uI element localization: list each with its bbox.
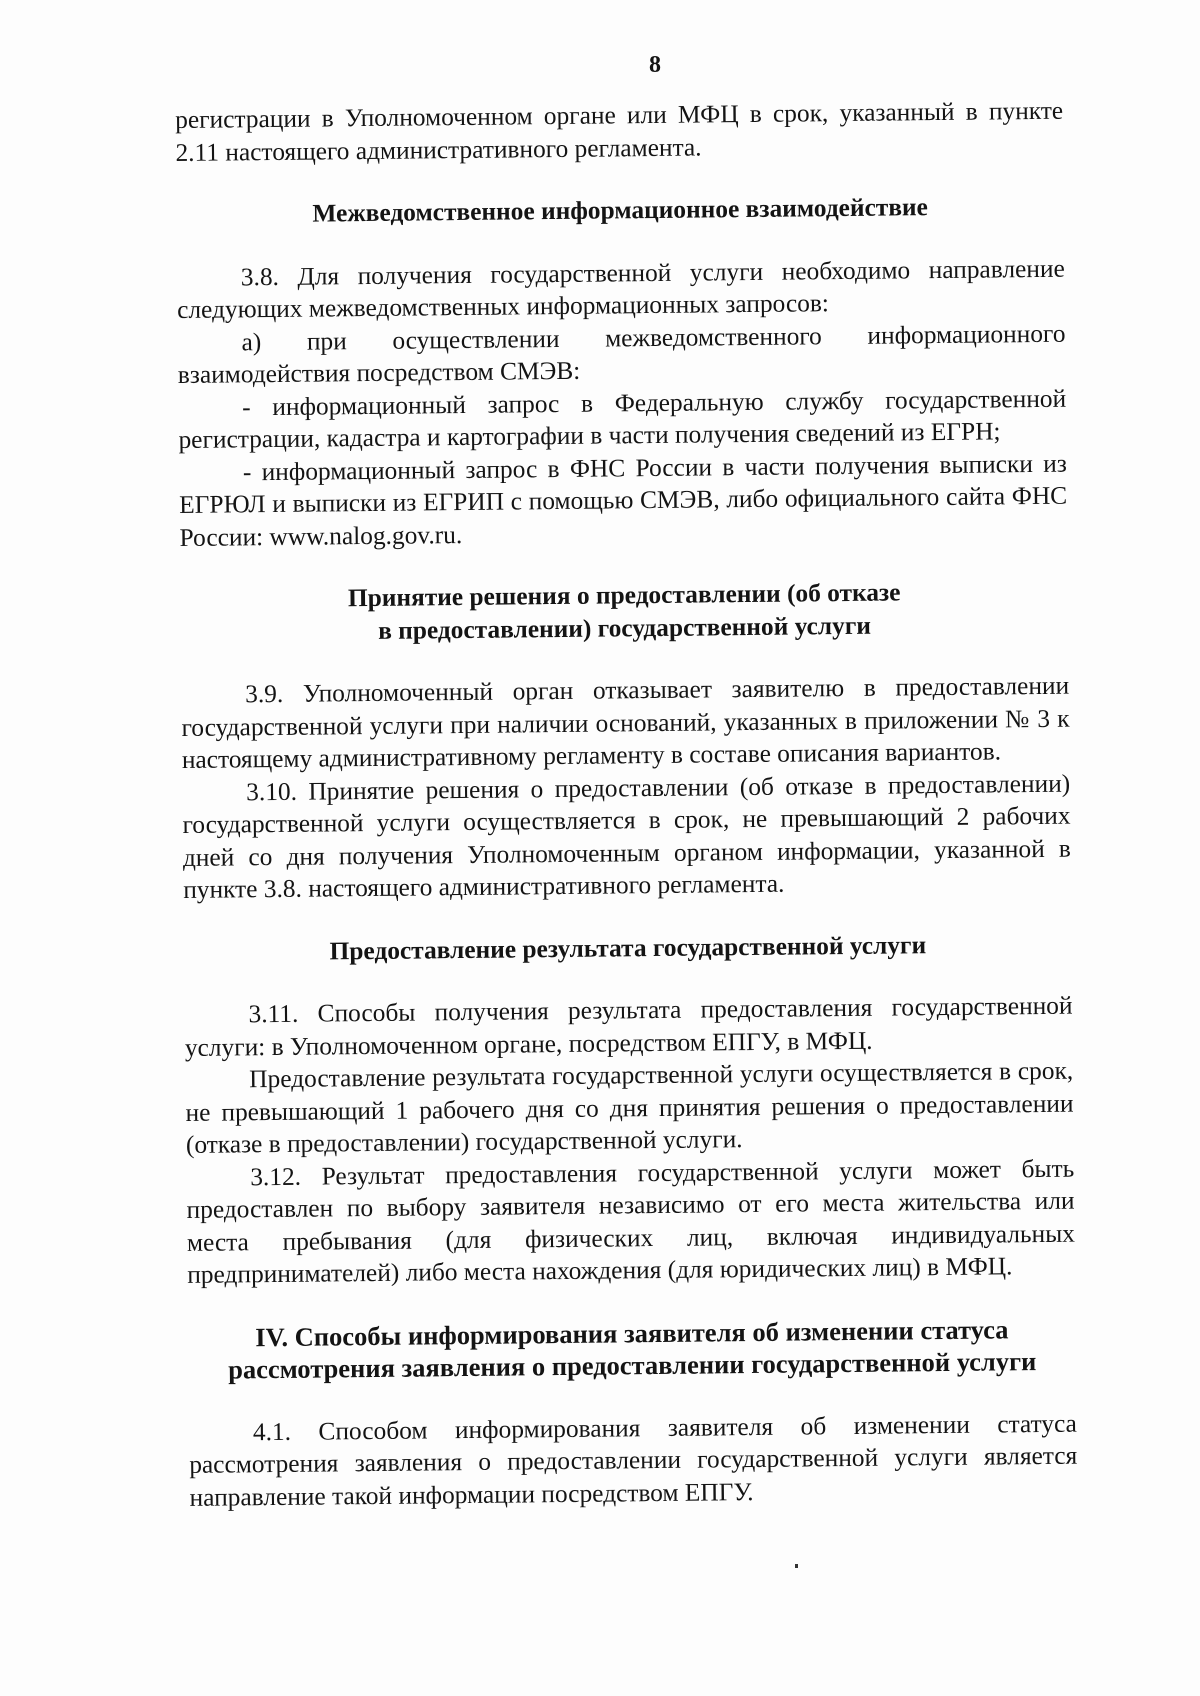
paragraph-3-8-fns: - информационный запрос в ФНС России в части получения выписки из ЕГРЮЛ и выписки из ЕГРИП с помощью СМЭВ, либо официального сайта ФНС России: www.nalog.gov.ru. xyxy=(179,449,1068,552)
paragraph-3-12: 3.12. Результат предоставления государственной услуги может быть предоставлен по выбору заявителя независимо от его места жительства или места пребывания (для физических лиц, включая индивидуальных предпринимателей) либо места нахождения (для юридических лиц) в МФЦ. xyxy=(186,1154,1076,1289)
document-body xyxy=(175,95,1078,1514)
paragraph-3-9: 3.9. Уполномоченный орган отказывает заявителю в предоставлении государственной услуги при наличии оснований, указанных в приложении № 3 к настоящему административному регламенту в составе описания вариантов. xyxy=(181,671,1070,774)
paragraph-3-8-rosreestr: - информационный запрос в Федеральную службу государственной регистрации, кадастра и картографии в части получения сведений из ЕГРН; xyxy=(178,384,1067,454)
paragraph-3-11-term: Предоставление результата государственной услуги осуществляется в срок, не превышающий 1 рабочего дня со дня принятия решения о предоставлении (отказе в предоставлении) государственной услуги. xyxy=(185,1056,1074,1159)
paragraph-3-10: 3.10. Принятие решения о предоставлении (об отказе в предоставлении) государственной услуги осуществляется в срок, не превышающий 2 рабочих дней со дня получения Уполномоченным органом информации, указанной в пункте 3.8. настоящего административного регламента. xyxy=(182,769,1071,904)
paragraph-3-8-a: а) при осуществлении межведомственного информационного взаимодействия посредством СМЭВ: xyxy=(177,319,1066,389)
page-number: 8 xyxy=(649,52,661,78)
section-heading-chapter-iv xyxy=(188,1312,1077,1386)
paragraph-3-11: 3.11. Способы получения результата предоставления государственной услуги: в Уполномоченном органе, посредством ЕПГУ, в МФЦ. xyxy=(184,991,1073,1062)
paragraph-4-1: 4.1. Способом информирования заявителя об изменении статуса рассмотрения заявления о предоставлении государственной услуги является направление такой информации посредством ЕПГУ. xyxy=(189,1409,1078,1512)
paragraph-continuation: регистрации в Уполномоченном органе или МФЦ в срок, указанный в пункте 2.11 настоящего административного регламента. xyxy=(175,96,1064,167)
section-heading-decision-line1: Принятие решения о предоставлении (об отказе xyxy=(347,578,901,613)
section-heading-chapter-iv-line1: IV. Способы информирования заявителя об изменении статуса xyxy=(255,1313,1009,1352)
paragraph-3-8: 3.8. Для получения государственной услуги необходимо направление следующих межведомственных информационных запросов: xyxy=(177,254,1065,324)
section-heading-decision xyxy=(180,575,1069,649)
section-heading-chapter-iv-line2: рассмотрения заявления о предоставлении государственной услуги xyxy=(227,1346,1037,1385)
section-heading-result: Предоставление результата государственной услуги xyxy=(329,930,927,965)
scan-artifact-dot xyxy=(795,1564,798,1568)
section-heading-interagency: Межведомственное информационное взаимодействие xyxy=(312,193,929,228)
section-heading-decision-line2: в предоставлении) государственной услуги xyxy=(377,611,872,645)
